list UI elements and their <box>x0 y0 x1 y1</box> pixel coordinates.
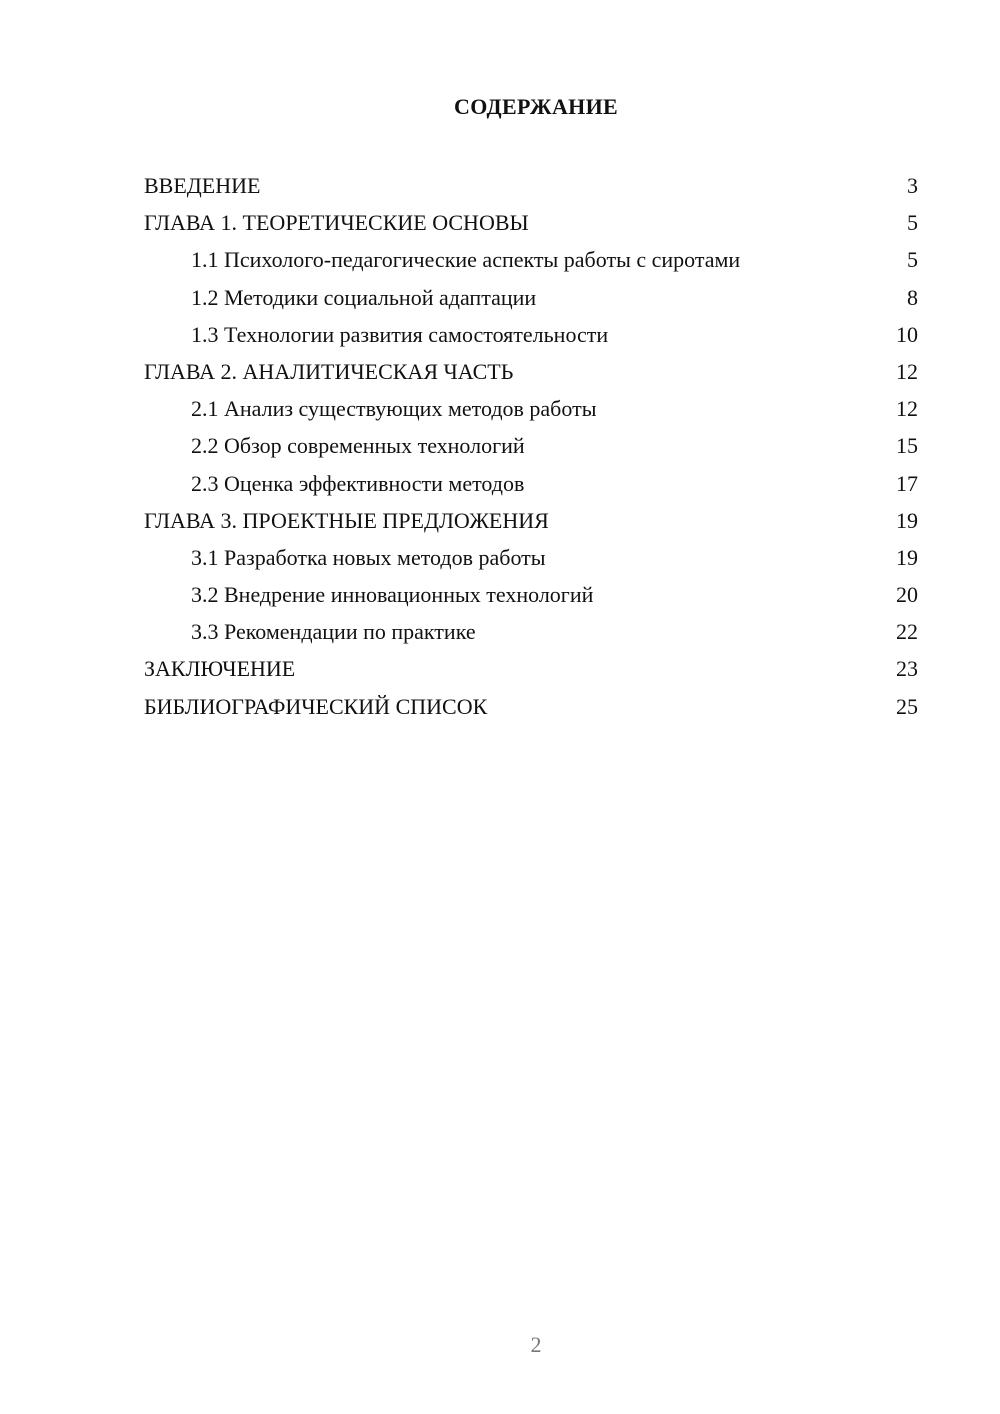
toc-entry-label: БИБЛИОГРАФИЧЕСКИЙ СПИСОК <box>144 693 488 719</box>
toc-entry-chapter-2[interactable] <box>144 353 918 390</box>
toc-entry-section-3-3[interactable] <box>144 613 918 650</box>
toc-entry-page: 19 <box>896 544 918 570</box>
toc-entry-label: 2.1 Анализ существующих методов работы <box>191 396 597 422</box>
toc-entry-section-1-1[interactable] <box>144 241 918 278</box>
toc-entry-page: 20 <box>896 582 918 608</box>
toc-entry-page: 25 <box>896 693 918 719</box>
toc-entry-label: 3.3 Рекомендации по практике <box>191 619 476 645</box>
toc-entry-label: 1.1 Психолого-педагогические аспекты работы с сиротами <box>191 247 741 273</box>
toc-entry-chapter-3[interactable] <box>144 502 918 539</box>
toc-entry-bibliography[interactable] <box>144 688 918 725</box>
toc-entry-section-1-3[interactable] <box>144 316 918 353</box>
toc-entry-page: 23 <box>896 656 918 682</box>
toc-entry-section-1-2[interactable] <box>144 279 918 316</box>
toc-entry-introduction[interactable] <box>144 167 918 204</box>
toc-entry-label: ВВЕДЕНИЕ <box>144 173 261 198</box>
toc-entry-page: 15 <box>896 433 918 459</box>
toc-entry-chapter-1[interactable] <box>144 204 918 241</box>
toc-entry-page: 3 <box>907 173 918 198</box>
page-number: 2 <box>530 1332 542 1357</box>
toc-entry-page: 5 <box>907 210 918 236</box>
toc-entry-label: ЗАКЛЮЧЕНИЕ <box>144 656 296 682</box>
toc-entry-section-3-1[interactable] <box>144 539 918 576</box>
toc-entry-label: 3.1 Разработка новых методов работы <box>191 544 546 570</box>
toc-entry-label: 1.3 Технологии развития самостоятельности <box>191 321 609 347</box>
toc-entry-page: 19 <box>896 507 918 533</box>
toc-entry-label: 2.2 Обзор современных технологий <box>191 433 525 459</box>
toc-entry-conclusion[interactable] <box>144 650 918 687</box>
toc-entry-page: 8 <box>907 284 918 310</box>
toc-entry-page: 12 <box>896 396 918 422</box>
toc-entry-label: 2.3 Оценка эффективности методов <box>191 470 525 496</box>
toc-entry-label: 1.2 Методики социальной адаптации <box>191 284 537 310</box>
toc-entry-page: 12 <box>896 358 918 384</box>
toc-entry-section-2-1[interactable] <box>144 390 918 427</box>
toc-entry-page: 10 <box>896 321 918 347</box>
toc-entry-section-3-2[interactable] <box>144 576 918 613</box>
toc-entry-label: ГЛАВА 2. АНАЛИТИЧЕСКАЯ ЧАСТЬ <box>144 358 514 384</box>
toc-entry-page: 5 <box>907 247 918 273</box>
toc-entry-page: 17 <box>896 470 918 496</box>
toc-entry-label: ГЛАВА 1. ТЕОРЕТИЧЕСКИЕ ОСНОВЫ <box>144 210 529 236</box>
toc-entry-page: 22 <box>896 619 918 645</box>
toc-entry-label: 3.2 Внедрение инновационных технологий <box>191 582 594 608</box>
toc-entry-section-2-3[interactable] <box>144 465 918 502</box>
toc-entry-section-2-2[interactable] <box>144 427 918 464</box>
toc-entry-label: ГЛАВА 3. ПРОЕКТНЫЕ ПРЕДЛОЖЕНИЯ <box>144 507 549 533</box>
table-of-contents <box>144 167 918 725</box>
page-title: СОДЕРЖАНИЕ <box>454 94 618 119</box>
